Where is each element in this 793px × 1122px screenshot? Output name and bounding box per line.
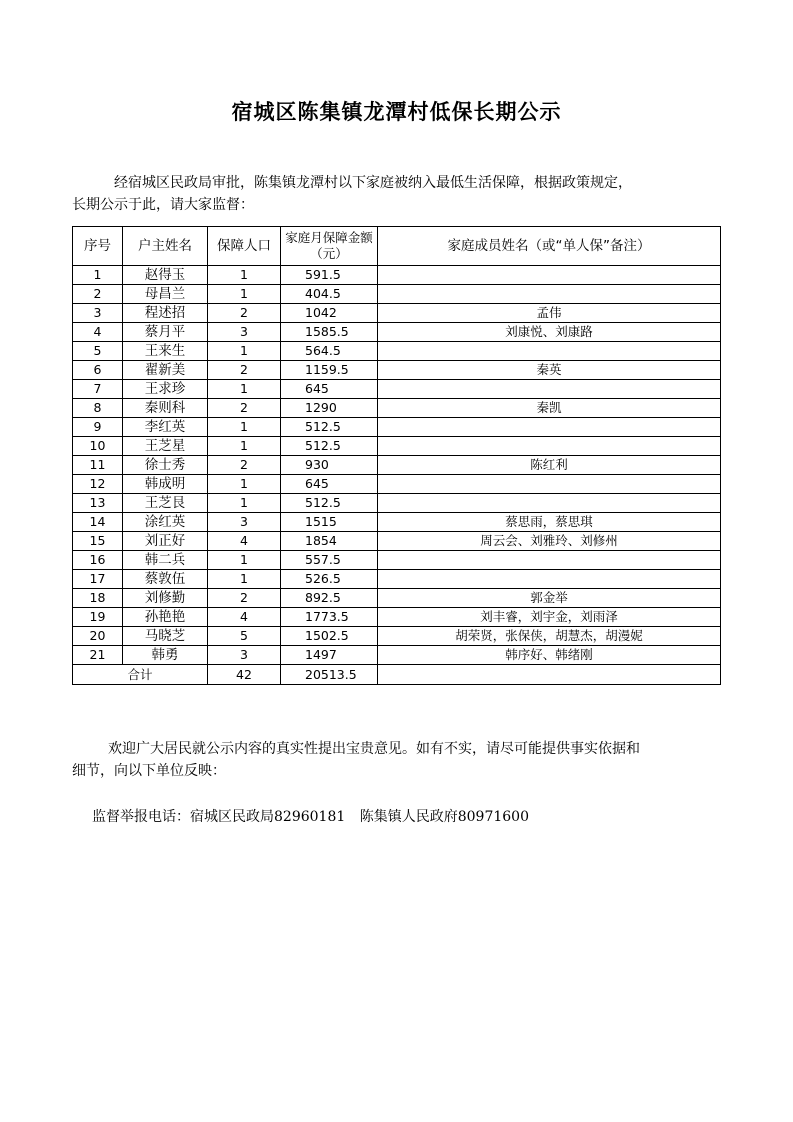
- cell-index: 20: [73, 627, 123, 646]
- intro-line-1: 经宿城区民政局审批，陈集镇龙潭村以下家庭被纳入最低生活保障，根据政策规定，: [114, 175, 632, 191]
- intro-line-2: 长期公示于此，请大家监督：: [72, 197, 254, 213]
- cell-head-name: 刘正好: [123, 532, 208, 551]
- cell-index: 13: [73, 494, 123, 513]
- cell-amount: 512.5: [281, 494, 378, 513]
- table-row: [73, 437, 721, 456]
- cell-index: 8: [73, 399, 123, 418]
- total-members: [378, 665, 721, 685]
- cell-members: [378, 475, 721, 494]
- cell-index: 11: [73, 456, 123, 475]
- cell-index: 4: [73, 323, 123, 342]
- table-row: [73, 532, 721, 551]
- table-row: [73, 608, 721, 627]
- cell-amount: 564.5: [281, 342, 378, 361]
- cell-members: 刘丰睿，刘宇金，刘雨泽: [378, 608, 721, 627]
- table-row: [73, 323, 721, 342]
- table-row: [73, 494, 721, 513]
- cell-amount: 1515: [281, 513, 378, 532]
- table-row: [73, 646, 721, 665]
- cell-members: [378, 494, 721, 513]
- table-row: [73, 399, 721, 418]
- header-population: 保障人口: [208, 227, 281, 266]
- cell-head-name: 孙艳艳: [123, 608, 208, 627]
- cell-members: [378, 380, 721, 399]
- cell-head-name: 刘修勤: [123, 589, 208, 608]
- cell-members: 刘康悦、刘康路: [378, 323, 721, 342]
- header-index: 序号: [73, 227, 123, 266]
- cell-population: 1: [208, 266, 281, 285]
- cell-members: 周云会、刘雅玲、刘修州: [378, 532, 721, 551]
- cell-index: 7: [73, 380, 123, 399]
- cell-members: [378, 266, 721, 285]
- cell-members: 郭金举: [378, 589, 721, 608]
- cell-amount: 1290: [281, 399, 378, 418]
- cell-amount: 1497: [281, 646, 378, 665]
- cell-amount: 591.5: [281, 266, 378, 285]
- cell-index: 19: [73, 608, 123, 627]
- cell-index: 16: [73, 551, 123, 570]
- cell-population: 3: [208, 323, 281, 342]
- cell-amount: 645: [281, 475, 378, 494]
- cell-index: 1: [73, 266, 123, 285]
- cell-amount: 892.5: [281, 589, 378, 608]
- table-row: [73, 361, 721, 380]
- cell-head-name: 蔡月平: [123, 323, 208, 342]
- cell-amount: 1585.5: [281, 323, 378, 342]
- contact-line: [92, 806, 539, 826]
- cell-population: 1: [208, 342, 281, 361]
- cell-head-name: 翟新美: [123, 361, 208, 380]
- cell-amount: 1502.5: [281, 627, 378, 646]
- table-header-row: [73, 227, 721, 266]
- cell-head-name: 王求珍: [123, 380, 208, 399]
- table-row: [73, 418, 721, 437]
- table-row: [73, 513, 721, 532]
- cell-head-name: 韩勇: [123, 646, 208, 665]
- cell-amount: 526.5: [281, 570, 378, 589]
- table-row: [73, 589, 721, 608]
- cell-index: 17: [73, 570, 123, 589]
- cell-members: 陈红利: [378, 456, 721, 475]
- outro-paragraph: [72, 738, 722, 782]
- cell-head-name: 王芝艮: [123, 494, 208, 513]
- cell-population: 1: [208, 494, 281, 513]
- outro-line-2: 细节，向以下单位反映：: [72, 763, 226, 779]
- total-amount: 20513.5: [281, 665, 378, 685]
- cell-amount: 404.5: [281, 285, 378, 304]
- cell-population: 1: [208, 570, 281, 589]
- cell-population: 5: [208, 627, 281, 646]
- cell-head-name: 徐士秀: [123, 456, 208, 475]
- cell-index: 12: [73, 475, 123, 494]
- cell-members: 蔡思雨，蔡思琪: [378, 513, 721, 532]
- header-amount: 家庭月保障金额（元）: [281, 227, 378, 266]
- total-row: [73, 665, 721, 685]
- cell-head-name: 涂红英: [123, 513, 208, 532]
- cell-index: 5: [73, 342, 123, 361]
- cell-amount: 1159.5: [281, 361, 378, 380]
- cell-index: 6: [73, 361, 123, 380]
- cell-members: [378, 342, 721, 361]
- cell-population: 4: [208, 608, 281, 627]
- cell-index: 2: [73, 285, 123, 304]
- cell-population: 4: [208, 532, 281, 551]
- table-row: [73, 456, 721, 475]
- table-row: [73, 304, 721, 323]
- cell-population: 1: [208, 380, 281, 399]
- cell-head-name: 王芝星: [123, 437, 208, 456]
- cell-population: 1: [208, 418, 281, 437]
- cell-head-name: 蔡敦伍: [123, 570, 208, 589]
- cell-amount: 1042: [281, 304, 378, 323]
- cell-head-name: 韩二兵: [123, 551, 208, 570]
- cell-index: 9: [73, 418, 123, 437]
- header-members: 家庭成员姓名（或“单人保”备注）: [378, 227, 721, 266]
- table-row: [73, 285, 721, 304]
- cell-population: 1: [208, 285, 281, 304]
- cell-amount: 930: [281, 456, 378, 475]
- cell-index: 3: [73, 304, 123, 323]
- contact-town-government: 陈集镇人民政府80971600: [359, 809, 529, 825]
- cell-index: 21: [73, 646, 123, 665]
- cell-index: 15: [73, 532, 123, 551]
- table-row: [73, 627, 721, 646]
- cell-population: 1: [208, 475, 281, 494]
- cell-members: 秦凯: [378, 399, 721, 418]
- cell-population: 3: [208, 513, 281, 532]
- cell-head-name: 秦则科: [123, 399, 208, 418]
- table-row: [73, 266, 721, 285]
- cell-population: 1: [208, 551, 281, 570]
- cell-members: 孟伟: [378, 304, 721, 323]
- cell-head-name: 马晓芝: [123, 627, 208, 646]
- cell-amount: 1773.5: [281, 608, 378, 627]
- table-row: [73, 475, 721, 494]
- cell-members: [378, 418, 721, 437]
- cell-population: 2: [208, 399, 281, 418]
- subsidy-table: [72, 226, 721, 685]
- cell-head-name: 韩成明: [123, 475, 208, 494]
- cell-index: 14: [73, 513, 123, 532]
- outro-line-1: 欢迎广大居民就公示内容的真实性提出宝贵意见。如有不实，请尽可能提供事实依据和: [108, 741, 640, 757]
- cell-population: 1: [208, 437, 281, 456]
- intro-paragraph: [72, 172, 722, 216]
- cell-population: 2: [208, 304, 281, 323]
- cell-members: [378, 551, 721, 570]
- table-row: [73, 380, 721, 399]
- cell-amount: 645: [281, 380, 378, 399]
- cell-amount: 1854: [281, 532, 378, 551]
- total-label: 合计: [73, 665, 208, 685]
- contact-civil-affairs: 监督举报电话：宿城区民政局82960181: [92, 809, 346, 825]
- cell-members: [378, 570, 721, 589]
- cell-head-name: 母昌兰: [123, 285, 208, 304]
- cell-members: 韩序好、韩绪刚: [378, 646, 721, 665]
- cell-members: 胡荣贤，张保侠，胡慧杰，胡漫妮: [378, 627, 721, 646]
- header-head-name: 户主姓名: [123, 227, 208, 266]
- cell-index: 18: [73, 589, 123, 608]
- cell-members: [378, 437, 721, 456]
- cell-population: 3: [208, 646, 281, 665]
- table-row: [73, 570, 721, 589]
- cell-amount: 557.5: [281, 551, 378, 570]
- total-population: 42: [208, 665, 281, 685]
- cell-head-name: 程述招: [123, 304, 208, 323]
- cell-amount: 512.5: [281, 418, 378, 437]
- cell-head-name: 李红英: [123, 418, 208, 437]
- page-title: 宿城区陈集镇龙潭村低保长期公示: [231, 99, 562, 124]
- cell-members: 秦英: [378, 361, 721, 380]
- cell-amount: 512.5: [281, 437, 378, 456]
- cell-head-name: 赵得玉: [123, 266, 208, 285]
- cell-population: 2: [208, 589, 281, 608]
- cell-population: 2: [208, 361, 281, 380]
- cell-index: 10: [73, 437, 123, 456]
- cell-members: [378, 285, 721, 304]
- cell-population: 2: [208, 456, 281, 475]
- table-row: [73, 551, 721, 570]
- cell-head-name: 王来生: [123, 342, 208, 361]
- table-row: [73, 342, 721, 361]
